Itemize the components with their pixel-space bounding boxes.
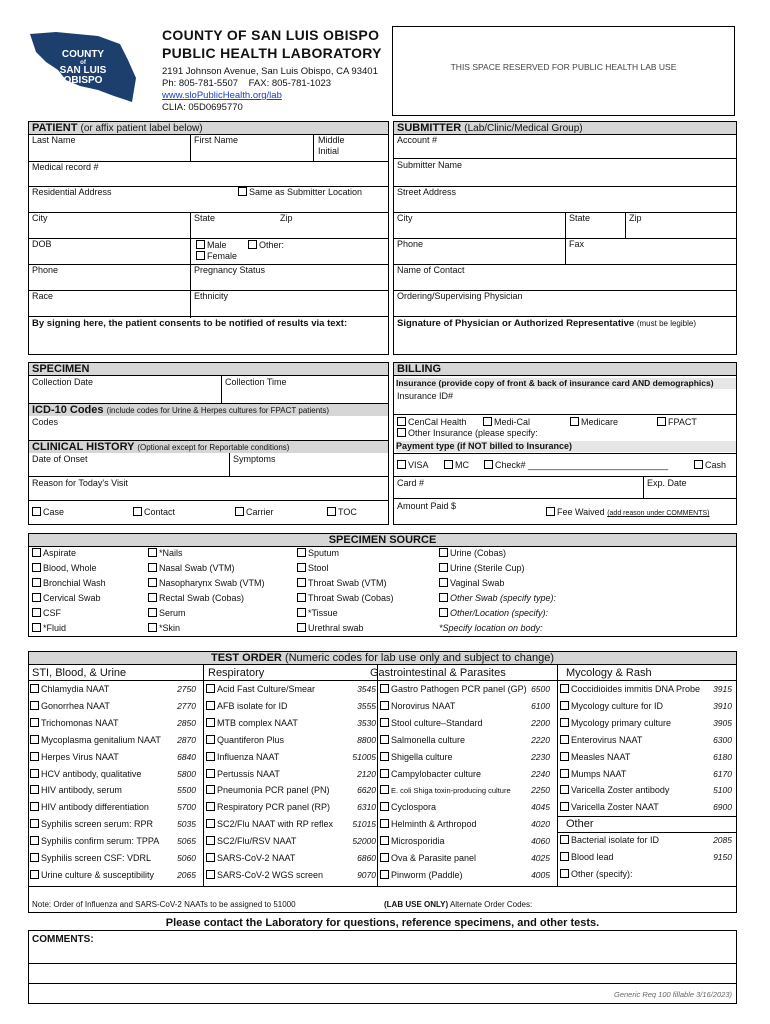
test-checkbox[interactable]: Syphilis screen CSF: VDRL [30, 853, 151, 864]
test-code: 4020 [531, 819, 550, 830]
specimen-source-option[interactable]: Urine (Cobas) [439, 548, 506, 559]
test-code: 9070 [357, 869, 376, 880]
test-checkbox[interactable]: Measles NAAT [560, 752, 630, 763]
test-checkbox[interactable]: Stool culture–Standard [380, 718, 483, 729]
test-code: 5035 [177, 819, 196, 830]
test-code: 4060 [531, 836, 550, 847]
patient-phone-label: Phone [32, 265, 59, 275]
lab-address: 2191 Johnson Avenue, San Luis Obispo, CA 93401 [162, 66, 378, 77]
patient-consent-label: By signing here, the patient consents to be notified of results via text: [32, 318, 348, 329]
test-checkbox[interactable]: Pinworm (Paddle) [380, 870, 463, 881]
medi-cal-checkbox[interactable]: Medi-Cal [483, 417, 530, 428]
specimen-source-option[interactable]: Serum [148, 608, 186, 619]
test-checkbox[interactable]: Blood lead [560, 852, 614, 863]
icd-header: ICD-10 Codes (include codes for Urine & Herpes cultures for FPACT patients) [29, 404, 388, 416]
test-checkbox[interactable]: Influenza NAAT [206, 752, 279, 763]
medicare-checkbox[interactable]: Medicare [570, 417, 618, 428]
sex-female-checkbox[interactable]: Female [196, 251, 237, 262]
test-code: 5800 [177, 768, 196, 779]
clinical-history-header: CLINICAL HISTORY (Optional except for Reportable conditions) [29, 441, 388, 453]
patient-dob-label: DOB [32, 239, 52, 249]
specimen-source-option[interactable]: Nasal Swab (VTM) [148, 563, 235, 574]
contact-checkbox[interactable]: Contact [133, 507, 175, 518]
submitter-account-label: Account # [397, 135, 438, 145]
specimen-source-option[interactable]: Other/Location (specify): [439, 608, 548, 619]
submitter-header: SUBMITTER (Lab/Clinic/Medical Group) [394, 122, 736, 134]
specimen-source-option: *Specify location on body: [439, 623, 543, 633]
test-code: 3910 [713, 700, 732, 711]
test-checkbox[interactable]: Helminth & Arthropod [380, 819, 477, 830]
test-checkbox[interactable]: SARS-CoV-2 WGS screen [206, 870, 323, 881]
cash-checkbox[interactable]: Cash [694, 460, 726, 471]
specimen-source-option[interactable]: *Nails [148, 548, 183, 559]
insurance-instructions: Insurance (provide copy of front & back of insurance card AND demographics) [396, 378, 736, 389]
logo-line-1: COUNTY [61, 49, 105, 60]
ordering-physician-label: Ordering/Supervising Physician [397, 291, 523, 301]
test-code: 6300 [713, 734, 732, 745]
test-checkbox[interactable]: HIV antibody, serum [30, 785, 122, 796]
patient-race-label: Race [32, 291, 54, 301]
test-checkbox[interactable]: Syphilis screen serum: RPR [30, 819, 153, 830]
test-code: 5065 [177, 836, 196, 847]
patient-first-name-label: First Name [194, 135, 239, 145]
test-checkbox[interactable]: Acid Fast Culture/Smear [206, 684, 315, 695]
patient-ethnicity-label: Ethnicity [194, 291, 229, 301]
test-group-respiratory: Respiratory [208, 667, 265, 679]
test-checkbox[interactable]: SARS-CoV-2 NAAT [206, 853, 295, 864]
lab-title-1: COUNTY OF SAN LUIS OBISPO [162, 27, 380, 43]
other-insurance-checkbox[interactable]: Other Insurance (please specify: [397, 428, 538, 439]
patient-middle-label-2: Initial [318, 146, 340, 156]
test-code: 4005 [531, 869, 550, 880]
test-checkbox[interactable]: SC2/Flu NAAT with RP reflex [206, 819, 333, 830]
patient-middle-label-1: Middle [318, 135, 345, 145]
test-checkbox[interactable]: Chlamydia NAAT [30, 684, 109, 695]
test-code: 5060 [177, 853, 196, 863]
test-group-sti: STI, Blood, & Urine [32, 667, 127, 679]
specimen-source-option[interactable]: Nasopharynx Swab (VTM) [148, 578, 265, 589]
specimen-source-option[interactable]: Bronchial Wash [32, 578, 106, 589]
check-checkbox[interactable]: Check# ____________________________ [484, 460, 668, 471]
test-checkbox[interactable]: SC2/Flu/RSV NAAT [206, 836, 296, 847]
patient-zip-label: Zip [280, 213, 293, 223]
fpact-checkbox[interactable]: FPACT [657, 417, 697, 428]
test-checkbox[interactable]: Gonorrhea NAAT [30, 701, 110, 712]
test-code: 5500 [177, 785, 196, 796]
test-checkbox[interactable]: Trichomonas NAAT [30, 718, 119, 729]
same-as-submitter-checkbox[interactable]: Same as Submitter Location [238, 187, 362, 198]
sex-other-checkbox[interactable]: Other: [248, 240, 284, 251]
test-code: 8800 [357, 734, 376, 745]
specimen-source-option[interactable]: Other Swab (specify type): [439, 593, 556, 604]
submitter-state-label: State [569, 213, 591, 223]
submitter-fax-label: Fax [569, 239, 585, 249]
icd-codes-label: Codes [32, 417, 59, 427]
test-checkbox[interactable]: Pertussis NAAT [206, 769, 280, 780]
test-code: 51005 [352, 751, 376, 762]
test-code: 51015 [352, 819, 376, 830]
test-code: 2200 [531, 717, 550, 728]
patient-state-label: State [194, 213, 216, 223]
submitter-city-label: City [397, 213, 413, 223]
test-checkbox[interactable]: Gastro Pathogen PCR panel (GP) [380, 684, 527, 695]
test-code: 2230 [531, 751, 550, 762]
test-order-header: TEST ORDER (Numeric codes for lab use only and subject to change) [29, 652, 736, 664]
specimen-source-option[interactable]: Urethral swab [297, 623, 364, 634]
test-code: 6620 [357, 785, 376, 796]
test-checkbox[interactable]: Urine culture & susceptibility [30, 870, 154, 881]
specimen-source-option[interactable]: *Fluid [32, 623, 66, 634]
test-code: 3905 [713, 717, 732, 728]
cencal-checkbox[interactable]: CenCal Health [397, 417, 467, 428]
fee-waived-checkbox[interactable]: Fee Waived (add reason under COMMENTS) [546, 507, 710, 519]
submitter-street-label: Street Address [397, 187, 457, 197]
specimen-source-option[interactable]: *Tissue [297, 608, 338, 619]
visa-checkbox[interactable]: VISA [397, 460, 429, 471]
physician-signature-label: Signature of Physician or Authorized Representative (must be legible) [397, 318, 696, 329]
lab-clia: CLIA: 05D0695770 [162, 102, 243, 113]
test-checkbox[interactable]: Herpes Virus NAAT [30, 752, 119, 763]
expiration-date-label: Exp. Date [647, 478, 687, 488]
specimen-source-header: SPECIMEN SOURCE [29, 534, 736, 546]
specimen-source-option[interactable]: Rectal Swab (Cobas) [148, 593, 244, 604]
collection-date-label: Collection Date [32, 377, 94, 387]
test-checkbox[interactable]: Ova & Parasite panel [380, 853, 476, 864]
test-group-mycology: Mycology & Rash [566, 667, 652, 679]
specimen-source-option[interactable]: *Skin [148, 623, 180, 634]
symptoms-label: Symptoms [233, 454, 276, 464]
contact-lab-banner: Please contact the Laboratory for questions, reference specimens, and other tests. [165, 917, 600, 929]
specimen-source-option[interactable]: Aspirate [32, 548, 76, 559]
carrier-checkbox[interactable]: Carrier [235, 507, 274, 518]
test-checkbox[interactable]: Enterovirus NAAT [560, 735, 642, 746]
patient-address-label: Residential Address [32, 187, 112, 197]
test-code: 6310 [357, 802, 376, 813]
lab-website-link[interactable]: www.sloPublicHealth.org/lab [162, 90, 282, 101]
patient-last-name-label: Last Name [32, 135, 76, 145]
county-logo [28, 30, 140, 106]
test-checkbox[interactable]: Pneumonia PCR panel (PN) [206, 785, 330, 796]
submitter-phone-label: Phone [397, 239, 424, 249]
test-code: 6840 [177, 751, 196, 762]
test-code: 6500 [531, 684, 550, 694]
test-code: 52000 [352, 836, 376, 847]
test-code: 2065 [177, 869, 196, 880]
case-checkbox[interactable]: Case [32, 507, 64, 518]
test-checkbox[interactable]: Campylobacter culture [380, 769, 481, 780]
logo-line-2: of [80, 60, 86, 66]
test-checkbox[interactable]: Cyclospora [380, 802, 436, 813]
test-checkbox[interactable]: E. coli Shiga toxin-producing culture [380, 785, 511, 796]
test-code: 3530 [357, 717, 376, 728]
specimen-source-option[interactable]: Sputum [297, 548, 339, 559]
specimen-source-option[interactable]: Urine (Sterile Cup) [439, 563, 525, 574]
specimen-source-option[interactable]: Throat Swab (Cobas) [297, 593, 394, 604]
payment-type-label: Payment type (if NOT billed to Insurance) [396, 441, 736, 452]
contact-name-label: Name of Contact [397, 265, 465, 275]
patient-mrn-label: Medical record # [32, 162, 99, 172]
amount-paid-label: Amount Paid $ [397, 501, 457, 511]
sex-male-checkbox[interactable]: Male [196, 240, 227, 251]
card-number-label: Card # [397, 478, 425, 488]
test-checkbox[interactable]: Quantiferon Plus [206, 735, 284, 746]
test-code: 6180 [713, 751, 732, 762]
test-checkbox[interactable]: Respiratory PCR panel (RP) [206, 802, 330, 813]
test-checkbox[interactable]: Bacterial isolate for ID [560, 835, 659, 846]
test-code: 2250 [531, 785, 550, 796]
logo-line-4: OBISPO [63, 75, 103, 86]
test-checkbox[interactable]: Coccidioides immitis DNA Probe [560, 684, 700, 695]
specimen-source-option[interactable]: Cervical Swab [32, 593, 101, 604]
specimen-source-option[interactable]: Blood, Whole [32, 563, 97, 574]
test-code: 3545 [357, 684, 376, 694]
insurance-id-label: Insurance ID# [397, 391, 454, 401]
test-code: 2220 [531, 734, 550, 745]
test-code: 2120 [357, 768, 376, 779]
specimen-source-option[interactable]: CSF [32, 608, 61, 619]
test-code: 6170 [713, 768, 732, 779]
test-checkbox[interactable]: AFB isolate for ID [206, 701, 288, 712]
test-code: 5100 [713, 785, 732, 796]
test-checkbox[interactable]: MTB complex NAAT [206, 718, 298, 729]
specimen-source-option[interactable]: Vaginal Swab [439, 578, 504, 589]
test-group-other: Other [566, 818, 594, 830]
test-checkbox[interactable]: Mumps NAAT [560, 769, 626, 780]
submitter-name-label: Submitter Name [397, 160, 463, 170]
test-checkbox[interactable]: Microsporidia [380, 836, 445, 847]
test-checkbox[interactable]: Other (specify): [560, 869, 633, 880]
test-code: 4025 [531, 853, 550, 863]
test-checkbox[interactable]: Mycology primary culture [560, 718, 671, 729]
test-code: 3555 [357, 700, 376, 711]
test-code: 2850 [177, 717, 196, 728]
specimen-source-option[interactable]: Stool [297, 563, 329, 574]
logo-line-3: SAN LUIS [59, 65, 107, 76]
patient-city-label: City [32, 213, 48, 223]
test-group-gi: Gastrointestinal & Parasites [370, 667, 506, 679]
test-code: 4045 [531, 802, 550, 813]
test-checkbox[interactable]: Syphilis confirm serum: TPPA [30, 836, 159, 847]
test-checkbox[interactable]: HCV antibody, qualitative [30, 769, 141, 780]
test-checkbox[interactable]: HIV antibody differentiation [30, 802, 149, 813]
test-code: 6900 [713, 802, 732, 813]
test-order-note: Note: Order of Influenza and SARS-CoV-2 NAATs to be assigned to 51000 [32, 900, 296, 909]
submitter-zip-label: Zip [629, 213, 642, 223]
comments-label: COMMENTS: [32, 934, 94, 945]
reserved-text: THIS SPACE RESERVED FOR PUBLIC HEALTH LAB USE [450, 62, 677, 72]
lab-phone: Ph: 805-781-5507 FAX: 805-781-1023 [162, 78, 332, 89]
specimen-source-option[interactable]: Throat Swab (VTM) [297, 578, 387, 589]
billing-header: BILLING [394, 363, 736, 375]
test-checkbox[interactable]: Shigella culture [380, 752, 453, 763]
test-code: 3915 [713, 684, 732, 694]
test-checkbox[interactable]: Norovirus NAAT [380, 701, 455, 712]
lab-use-alternate-codes: (LAB USE ONLY) Alternate Order Codes: [384, 900, 533, 909]
toc-checkbox[interactable]: TOC [327, 507, 357, 518]
pregnancy-status-label: Pregnancy Status [194, 265, 266, 275]
date-of-onset-label: Date of Onset [32, 454, 88, 464]
test-code: 2240 [531, 768, 550, 779]
test-checkbox[interactable]: Mycology culture for ID [560, 701, 663, 712]
lab-title-2: PUBLIC HEALTH LABORATORY [162, 45, 382, 61]
test-checkbox[interactable]: Varicella Zoster antibody [560, 785, 669, 796]
test-code: 6860 [357, 853, 376, 863]
specimen-header: SPECIMEN [29, 363, 388, 375]
test-code: 5700 [177, 802, 196, 813]
test-code: 6100 [531, 700, 550, 711]
mc-checkbox[interactable]: MC [444, 460, 469, 471]
visit-reason-label: Reason for Today's Visit [32, 478, 128, 488]
form-version: Generic Req 100 fillable 3/16/2023) [614, 990, 732, 999]
test-code: 2870 [177, 734, 196, 745]
test-code: 9150 [713, 851, 732, 862]
test-code: 2085 [713, 835, 732, 845]
test-code: 2750 [177, 684, 196, 694]
test-code: 2770 [177, 700, 196, 711]
patient-header: PATIENT (or affix patient label below) [29, 122, 388, 134]
test-checkbox[interactable]: Mycoplasma genitalium NAAT [30, 735, 161, 746]
test-checkbox[interactable]: Varicella Zoster NAAT [560, 802, 659, 813]
test-checkbox[interactable]: Salmonella culture [380, 735, 465, 746]
collection-time-label: Collection Time [225, 377, 287, 387]
